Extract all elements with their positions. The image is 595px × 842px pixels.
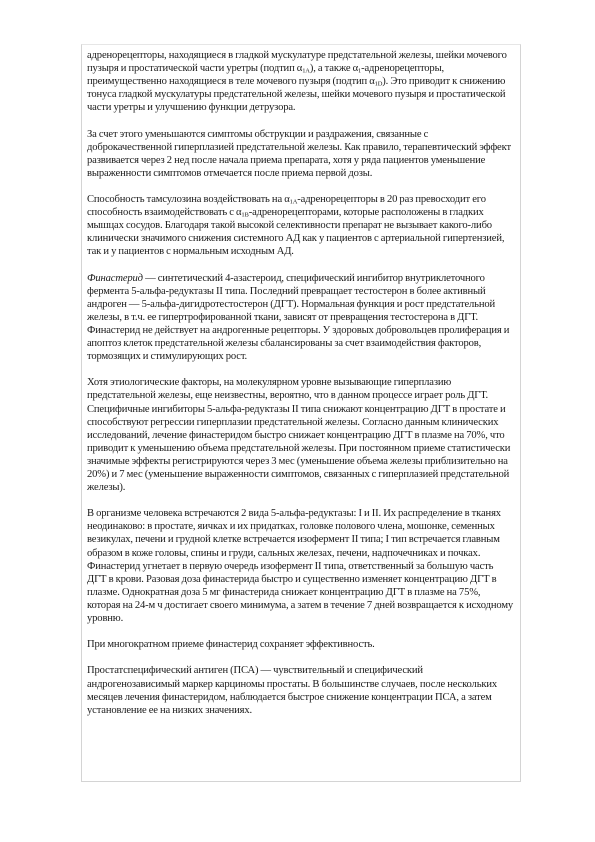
subscript: 1 [358,67,362,75]
subscript: 1A [289,198,298,206]
paragraph-etiology: Хотя этиологические факторы, на молекулярном уровне вызывающие гиперплазию предстательной железы, еще неизвестны, вероятно, что в данном процессе играет роль ДГТ. Специфичные ингибиторы 5-альфа-редуктазы II типа снижают концентрацию ДГТ в простате и способствуют регрессии гиперплазии предстательной железы. Согласно данным клинических исследований, лечение финастеридом быстро снижает концентрацию ДГТ в плазме на 70%, что приводит к уменьшению объема предстательной железы. При постоянном приеме статистически значимые эффекты регистрируются через 3 мес (уменьшение объема железы приблизительно на 20%) и 7 мес (уменьшение выраженности симптомов, связанных с гиперплазией предстательной железы). [87,377,511,494]
subscript: 1A [302,67,310,75]
text-span: -адренорецепторы, преимущественно находящиеся в теле мочевого пузыря (подтип α [87,63,445,88]
paragraph-repeated-dosing: При многократном приеме финастерид сохраняет эффективность. [87,639,375,651]
paragraph-psa: Простатспецифический антиген (ПСА) — чувствительный и специфический андрогенозависимый маркер карциномы простаты. В большинстве случаев, после нескольких месяцев лечения финастеридом, наблюдается быстрое снижение концентрации ПСА, а затем установление ее на низких значениях. [87,665,498,716]
paragraph-symptoms: За счет этого уменьшаются симптомы обструкции и раздражения, связанные с доброкачественной гиперплазией предстательной железы. Как правило, терапевтический эффект развивается через 2 нед после начала приема препарата, хотя у ряда пациентов уменьшение выраженности симптомов отмечается после приема первой дозы. [87,128,511,179]
subscript: 1D [374,80,383,88]
paragraph-tamsulosin-selectivity [87,193,514,258]
paragraph-reductase-types: В организме человека встречаются 2 вида 5-альфа-редуктазы: I и II. Их распределение в тканях неодинаково: в простате, яичках и их придатках, головке полового члена, мошонке, семенных везикулах, печени и грудной клетке встречается изофермент II типа; I тип встречается главным образом в коже головы, спины и груди, сальных железах, печени, надпочечниках и почках. Финастерид угнетает в первую очередь изофермент II типа, ответственный за большую часть ДГТ в крови. Разовая доза финастерида быстро и существенно изменяет концентрацию ДГТ в плазме. Однократная доза 5 мг финастерида снижает концентрацию ДГТ в плазме на 75%, которая на 24-м ч достигает своего минимума, а затем в течение 7 дней возвращается к исходному уровню. [87,508,514,625]
paragraph-finasteride [87,272,514,364]
text-span: ), а также α [309,63,359,75]
document-page [81,44,521,782]
text-span: — синтетический 4-азастероид, специфический ингибитор внутриклеточного фермента 5-альфа-редуктазы II типа. Последний превращает тестостерон в более активный андроген — 5-альфа-дигидротестостерон (ДГТ). Нормальная функция и рост предстательной железы, в т.ч. ее гипертрофированной ткани, зависят от превращения тестостерона в ДГТ. Финастерид не действует на андрогенные рецепторы. У здоровых добровольцев пролиферация и апоптоз клеток предстательной железы сбалансированы за счет взаимодействия факторов, тормозящих и стимулирующих рост. [87,272,510,363]
paragraph-alpha-receptors [87,49,514,114]
subscript: 1B [241,211,249,219]
text-span: -адренорецепторы в 20 раз превосходит его способность взаимодействовать с α [87,194,486,219]
text-span: -адренорецепторами, которые расположены в гладких мышцах сосудов. Благодаря такой высокой селективности препарат не вызывает какого-либо клинически значимого снижения системного АД как у пациентов с артериальной гипертензией, так и у пациентов с нормальным исходным АД. [87,207,505,258]
drug-name-italic: Финастерид [87,272,143,284]
text-span: адренорецепторы, находящиеся в гладкой мускулатуре предстательной железы, шейки мочевого пузыря и простатической части уретры (подтип α [87,50,507,75]
text-span: Способность тамсулозина воздействовать на α [87,194,290,206]
text-span: ). Это приводит к снижению тонуса гладкой мускулатуры предстательной железы, шейки мочевого пузыря и простатической части уретры и улучшению функции детрузора. [87,76,506,114]
